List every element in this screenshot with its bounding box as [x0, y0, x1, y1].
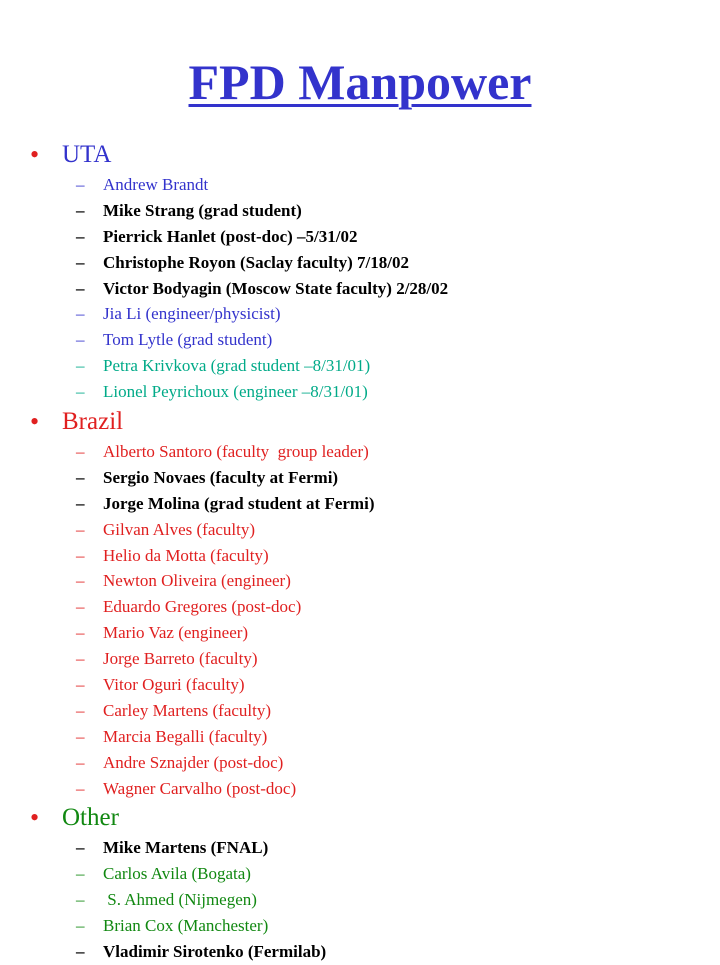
dash-icon: –: [76, 623, 85, 643]
dash-icon: –: [76, 330, 85, 350]
bullet-icon: •: [30, 803, 40, 833]
dash-icon: –: [76, 778, 85, 798]
member-name: Vitor Oguri (faculty): [103, 675, 245, 695]
dash-icon: –: [76, 597, 85, 617]
member-name: Gilvan Alves (faculty): [103, 519, 256, 539]
dash-icon: –: [76, 278, 85, 298]
list-item: [0, 776, 720, 802]
member-list: [0, 835, 720, 964]
section-header: [0, 140, 720, 170]
dash-icon: –: [76, 356, 85, 376]
member-name: Alberto Santoro (faculty group leader): [103, 442, 369, 462]
list-item: [0, 594, 720, 620]
member-name: Lionel Peyrichoux (engineer –8/31/01): [103, 382, 368, 402]
member-name: Helio da Motta (faculty): [103, 545, 269, 565]
member-name: Jorge Molina (grad student at Fermi): [103, 493, 375, 513]
list-item: [0, 620, 720, 646]
bullet-icon: •: [30, 407, 40, 437]
member-name: Wagner Carvalho (post-doc): [103, 778, 297, 798]
dash-icon: –: [76, 493, 85, 513]
list-item: [0, 276, 720, 302]
list-item: [0, 353, 720, 379]
dash-icon: –: [76, 382, 85, 402]
list-item: [0, 491, 720, 517]
dash-icon: –: [76, 304, 85, 324]
slide-title: FPD Manpower: [188, 54, 532, 110]
list-item: [0, 172, 720, 198]
list-item: [0, 939, 720, 965]
list-item: [0, 250, 720, 276]
member-name: Pierrick Hanlet (post-doc) –5/31/02: [103, 226, 358, 246]
dash-icon: –: [76, 675, 85, 695]
member-name: Sergio Novaes (faculty at Fermi): [103, 467, 339, 487]
dash-icon: –: [76, 571, 85, 591]
list-item: [0, 543, 720, 569]
list-item: [0, 835, 720, 861]
member-name: Andre Sznajder (post-doc): [103, 752, 284, 772]
list-item: [0, 198, 720, 224]
dash-icon: –: [76, 226, 85, 246]
member-list: [0, 172, 720, 405]
member-name: Brian Cox (Manchester): [103, 916, 269, 936]
member-name: Christophe Royon (Saclay faculty) 7/18/02: [103, 252, 409, 272]
section-uta: [0, 140, 720, 405]
dash-icon: –: [76, 200, 85, 220]
list-item: [0, 750, 720, 776]
member-name: Eduardo Gregores (post-doc): [103, 597, 302, 617]
member-name: Marcia Begalli (faculty): [103, 726, 268, 746]
dash-icon: –: [76, 700, 85, 720]
dash-icon: –: [76, 890, 85, 910]
section-other: [0, 803, 720, 964]
list-item: [0, 301, 720, 327]
section-header: [0, 803, 720, 833]
list-item: [0, 379, 720, 405]
dash-icon: –: [76, 519, 85, 539]
dash-icon: –: [76, 545, 85, 565]
dash-icon: –: [76, 649, 85, 669]
member-name: Vladimir Sirotenko (Fermilab): [103, 942, 327, 962]
section-header-label: UTA: [62, 141, 112, 168]
dash-icon: –: [76, 467, 85, 487]
section-brazil: [0, 407, 720, 801]
dash-icon: –: [76, 726, 85, 746]
member-name: Jorge Barreto (faculty): [103, 649, 258, 669]
member-name: Jia Li (engineer/physicist): [103, 304, 281, 324]
dash-icon: –: [76, 838, 85, 858]
dash-icon: –: [76, 442, 85, 462]
list-item: [0, 224, 720, 250]
bullet-icon: •: [30, 140, 40, 169]
dash-icon: –: [76, 175, 85, 194]
list-item: [0, 465, 720, 491]
list-item: [0, 887, 720, 913]
list-item: [0, 517, 720, 543]
dash-icon: –: [76, 916, 85, 936]
list-item: [0, 568, 720, 594]
member-name: Carlos Avila (Bogata): [103, 864, 251, 884]
member-name: Andrew Brandt: [103, 175, 209, 194]
list-item: [0, 861, 720, 887]
member-name: Petra Krivkova (grad student –8/31/01): [103, 356, 371, 376]
member-name: Mike Strang (grad student): [103, 200, 302, 220]
section-header: [0, 407, 720, 437]
member-name: S. Ahmed (Nijmegen): [103, 890, 257, 910]
list-item: [0, 646, 720, 672]
list-item: [0, 698, 720, 724]
member-name: Carley Martens (faculty): [103, 700, 272, 720]
dash-icon: –: [76, 864, 85, 884]
list-item: [0, 724, 720, 750]
member-name: Newton Oliveira (engineer): [103, 571, 291, 591]
list-item: [0, 913, 720, 939]
dash-icon: –: [76, 752, 85, 772]
section-header-label: Other: [62, 804, 119, 832]
member-name: Victor Bodyagin (Moscow State faculty) 2/28/02: [103, 278, 449, 298]
member-name: Mike Martens (FNAL): [103, 838, 269, 858]
list-item: [0, 672, 720, 698]
member-name: Mario Vaz (engineer): [103, 623, 249, 643]
member-name: Tom Lytle (grad student): [103, 330, 273, 350]
section-header-label: Brazil: [62, 408, 124, 436]
list-item: [0, 439, 720, 465]
list-item: [0, 327, 720, 353]
member-list: [0, 439, 720, 801]
manpower-list: [0, 138, 720, 965]
dash-icon: –: [76, 942, 85, 962]
dash-icon: –: [76, 252, 85, 272]
